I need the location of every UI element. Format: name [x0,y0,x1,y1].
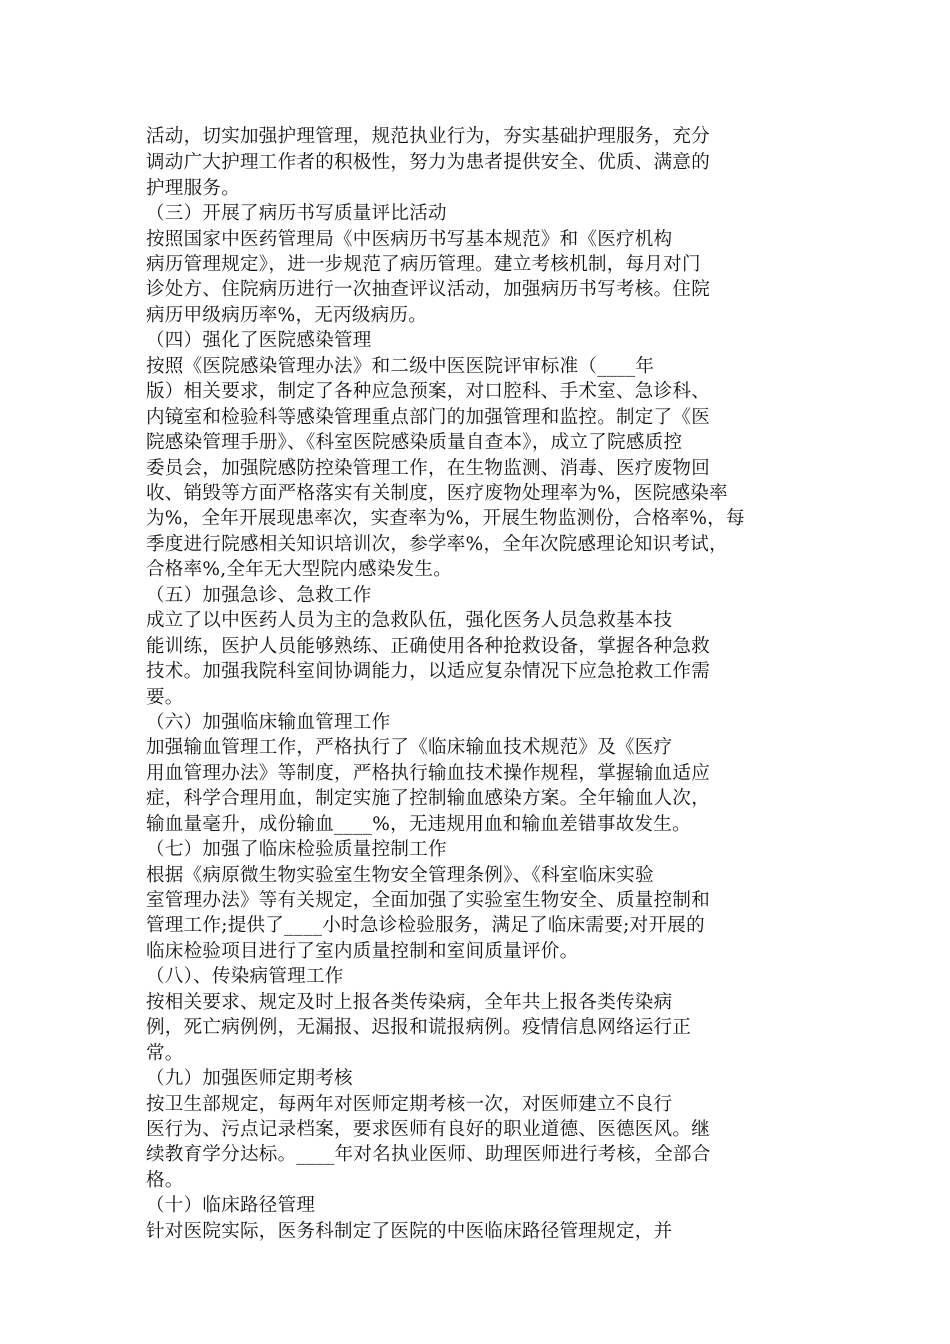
body-text-line: 能训练，医护人员能够熟练、正确使用各种抢救设备，掌握各种急救 [146,636,711,657]
body-text-line: 季度进行院感相关知识培训次，参学率%，全年次院感理论知识考试， [146,534,728,555]
section-heading: （八）、传染病管理工作 [146,966,344,987]
section-heading: （五）加强急诊、急救工作 [146,585,372,606]
body-text-line: 管理工作;提供了____小时急诊检验服务，满足了临床需要;对开展的 [146,915,705,936]
body-text-line: 输血量毫升，成份输血____%，无违规用血和输血差错事故发生。 [146,814,691,835]
body-text-line: 病历管理规定》，进一步规范了病历管理。建立考核机制，每月对门 [146,254,701,275]
body-text-line: 按照《医院感染管理办法》和二级中医医院评审标准（____年 [146,356,655,377]
body-text-line: 临床检验项目进行了室内质量控制和室间质量评价。 [146,941,579,962]
body-text-line: 为%，全年开展现患率次，实查率为%，开展生物监测份，合格率%，每 [146,508,745,529]
body-text-line: 按相关要求、规定及时上报各类传染病，全年共上报各类传染病 [146,992,673,1013]
body-text-line: 按照国家中医药管理局《中医病历书写基本规范》和《医疗机构 [146,229,673,250]
body-text-line: 收、销毁等方面严格落实有关制度，医疗废物处理率为%，医院感染率 [146,483,728,504]
body-text-line: 要。 [146,687,184,708]
body-text-line: 医行为、污点记录档案，要求医师有良好的职业道德、医德医风。继 [146,1119,711,1140]
body-text-line: 病历甲级病历率%，无丙级病历。 [146,305,428,326]
body-text-line: 院感染管理手册》、《科室医院感染质量自查本》，成立了院感质控 [146,432,683,453]
body-text-line: 合格率%,全年无大型院内感染发生。 [146,559,453,580]
body-text-line: 调动广大护理工作者的积极性，努力为患者提供安全、优质、满意的 [146,152,711,173]
body-text-line: 针对医院实际，医务科制定了医院的中医临床路径管理规定，并 [146,1221,673,1242]
body-text-line: 成立了以中医药人员为主的急救队伍，强化医务人员急救基本技 [146,610,673,631]
body-text-line: 活动，切实加强护理管理，规范执业行为，夯实基础护理服务，充分 [146,126,711,147]
body-text-line: 按卫生部规定，每两年对医师定期考核一次，对医师建立不良行 [146,1094,673,1115]
body-text-line: 室管理办法》等有关规定，全面加强了实验室生物安全、质量控制和 [146,890,711,911]
body-text-line: 委员会，加强院感防控染管理工作，在生物监测、消毒、医疗废物回 [146,458,711,479]
section-heading: （三）开展了病历书写质量评比活动 [146,203,447,224]
body-text-line: 诊处方、住院病历进行一次抽查评议活动，加强病历书写考核。住院 [146,279,711,300]
body-text-line: 技术。加强我院科室间协调能力，以适应复杂情况下应急抢救工作需 [146,661,711,682]
body-text-line: 常。 [146,1043,184,1064]
body-text-line: 用血管理办法》等制度，严格执行输血技术操作规程，掌握输血适应 [146,763,711,784]
section-heading: （七）加强了临床检验质量控制工作 [146,839,447,860]
section-heading: （九）加强医师定期考核 [146,1068,353,1089]
body-text-line: 加强输血管理工作，严格执行了《临床输血技术规范》及《医疗 [146,737,673,758]
body-text-line: 续教育学分达标。____年对名执业医师、助理医师进行考核，全部合 [146,1144,711,1165]
body-text-line: 症，科学合理用血，制定实施了控制输血感染方案。全年输血人次， [146,788,711,809]
body-text-line: 格。 [146,1170,184,1191]
body-text-line: 内镜室和检验科等感染管理重点部门的加强管理和监控。制定了《医 [146,407,711,428]
section-heading: （四）强化了医院感染管理 [146,330,372,351]
section-heading: （六）加强临床输血管理工作 [146,712,391,733]
body-text-line: 根据《病原微生物实验室生物安全管理条例》、《科室临床实验 [146,865,654,886]
body-text-line: 护理服务。 [146,178,241,199]
section-heading: （十）临床路径管理 [146,1195,316,1216]
body-text-line: 版）相关要求，制定了各种应急预案，对口腔科、手术室、急诊科、 [146,381,711,402]
body-text-line: 例，死亡病例例，无漏报、迟报和谎报病例。疫情信息网络运行正 [146,1017,692,1038]
